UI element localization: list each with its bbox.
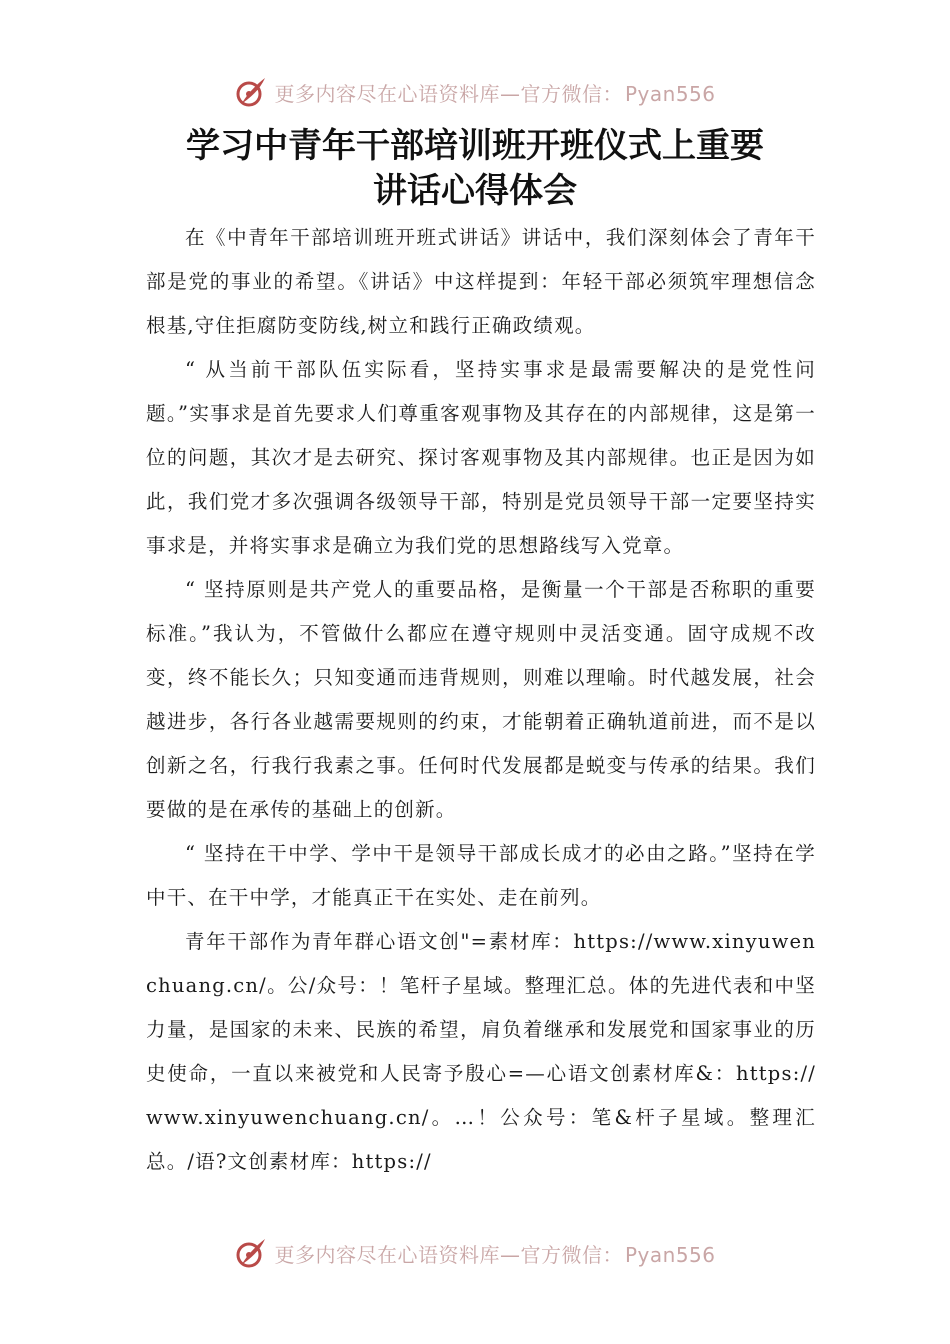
red-feather-circle-logo-icon [234, 1236, 268, 1270]
banner-text: 更多内容尽在心语资料库—官方微信： Pyan556 [274, 1242, 716, 1267]
paragraph: “ 坚持原则是共产党人的重要品格，是衡量一个干部是否称职的重要标准。”我认为，不管做什么都应在遵守规则中灵活变通。固守成规不改变，终不能长久；只知变通而违背规则，则难以理喻。时代越发展，社会越进步，各行各业越需要规则的约束，才能朝着正确轨道前进，而不是以创新之名，行我行我素之事。任何时代发展都是蜕变与传承的结果。我们要做的是在承传的基础上的创新。 [146, 578, 816, 821]
wechat-id: Pyan556 [624, 1242, 716, 1267]
wechat-id: Pyan556 [624, 81, 716, 106]
header-banner [0, 72, 950, 112]
title-line-1: 学习中青年干部培训班开班仪式上重要 [186, 126, 764, 166]
paragraph: “ 坚持在干中学、学中干是领导干部成长成才的必由之路。”坚持在学中干、在干中学，才能真正干在实处、走在前列。 [146, 842, 816, 909]
document-body [146, 216, 816, 1184]
paragraph: 青年干部作为青年群心语文创"=素材库：https://www.xinyuwenchuang.cn/。公/众号：！笔杆子星域。整理汇总。体的先进代表和中坚力量，是国家的未来、民族的希望，肩负着继承和发展党和国家事业的历史使命，一直以来被党和人民寄予殷心=—心语文创素材库&：https://www.xinyuwenchuang.cn/。…！公众号：笔&杆子星域。整理汇总。/语?文创素材库：https:// [146, 930, 816, 1173]
document-title [0, 124, 950, 214]
title-line-2: 讲话心得体会 [373, 171, 577, 211]
banner-text: 更多内容尽在心语资料库—官方微信： Pyan556 [274, 81, 716, 106]
paragraph: “ 从当前干部队伍实际看，坚持实事求是最需要解决的是党性问题。”实事求是首先要求人们尊重客观事物及其存在的内部规律，这是第一位的问题，其次才是去研究、探讨客观事物及其内部规律。也正是因为如此，我们党才多次强调各级领导干部，特别是党员领导干部一定要坚持实事求是，并将实事求是确立为我们党的思想路线写入党章。 [146, 358, 816, 557]
paragraph: 在《中青年干部培训班开班式讲话》讲话中，我们深刻体会了青年干部是党的事业的希望。《讲话》中这样提到：年轻干部必须筑牢理想信念根基,守住拒腐防变防线,树立和践行正确政绩观。 [146, 226, 816, 337]
footer-banner [0, 1233, 950, 1273]
red-feather-circle-logo-icon [234, 75, 268, 109]
